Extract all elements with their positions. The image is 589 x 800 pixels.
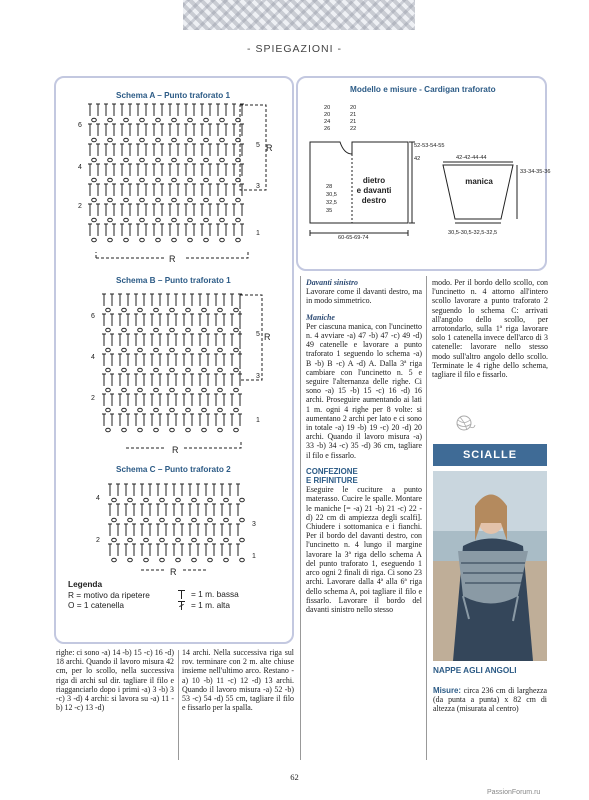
body-text: Per ciascuna manica, con l'uncinetto n. 4 avviare -a) 47 -b) 47 -c) 49 -d) 49 catenelle e lavorare a punto traforato 1 seguendo lo schema -a) B -b) B -c) A -d) A. Dalla 3ª riga cambiare con l'uncinetto n. 5 e seguire l'alternanza delle righe. Ci sono -a) 15 -b) 15 -c) 16 -d) 16 archi. Proseguire aumentando ai lati 1 m. ogni 4 righe per 8 volte: si aumentano 2 archi per lato e ci sono in totale -a) 19 -b) 19 -c) 20 -d) 20 archi. Quando il lavoro misura -a) 33 -b) 34 -c) 35 -d) 36 cm, tagliare il filo e fissarlo. bbox=[306, 321, 422, 460]
legend-repeat: R = motivo da ripetere bbox=[68, 589, 150, 600]
sleeve-label: manica bbox=[465, 177, 493, 186]
confezione-heading: E RIFINITURE bbox=[306, 476, 358, 486]
body-text: 14 archi. Nella successiva riga sul rov. terminare con 2 m. alte chiuse insieme nell'ultimo arco. Restano -a) 10 -b) 11 -c) 12 -d) 13 archi. Quando il lavoro misura -a) 52 -b) 53 -c) 54 -d) 55 cm, tagliare il filo e fissarlo per la spalla. bbox=[182, 648, 294, 713]
text-column-2 bbox=[182, 648, 294, 712]
maniche-heading: Maniche bbox=[306, 312, 335, 322]
page-number: 62 bbox=[290, 772, 299, 782]
scialle-banner: SCIALLE bbox=[433, 444, 547, 466]
svg-text:20: 20 bbox=[324, 105, 331, 111]
body-text: righe: ci sono -a) 14 -b) 15 -c) 16 -d) 18 archi. Quando il lavoro misura 42 cm, per lo scollo, nella successiva riga di archi sul dir. tagliare il filo e riagganciarlo dopo i primi -a) 3 -b) 3 -c) 3 -d) 4 archi: si lavora su -a) 11 -b) 12 -c) 13 -d) bbox=[56, 648, 174, 713]
body-text: Eseguire le cuciture a punto materasso. Cucire le spalle. Montare le maniche [= -a) 21 -b) 21 -c) 22 -d) 22 cm di ampiezza degli scalfi]. Chiudere i sottomanica e i fianchi. Per il bordo del davanti destro, con l'uncinetto n. 4 lungo il margine lavorare la 3ª riga dello schema A del punto traforato 1, eseguendo 1 arco ogni 2 finali di riga. Ci sono 23 archi. Lavorare dalla 4ª alla 6ª riga dello schema A, poi tagliare il filo e fissarlo. Lavorare il bordo del davanti sinistro nello stesso bbox=[306, 485, 422, 614]
body-label: destro bbox=[361, 196, 387, 205]
row-label: 3 bbox=[256, 183, 260, 190]
svg-text:20: 20 bbox=[324, 112, 331, 118]
body-label: dietro bbox=[362, 176, 386, 185]
svg-text:60-65-69-74: 60-65-69-74 bbox=[338, 235, 369, 241]
repeat-mark: R bbox=[172, 445, 179, 455]
svg-text:42-42-44-44: 42-42-44-44 bbox=[456, 155, 487, 161]
davanti-heading: Davanti sinistro bbox=[306, 278, 358, 287]
svg-text:30,5: 30,5 bbox=[326, 192, 337, 198]
svg-text:32,5: 32,5 bbox=[326, 200, 337, 206]
yarn-ball-icon bbox=[452, 412, 476, 432]
svg-text:42: 42 bbox=[414, 156, 421, 162]
scheme-c-title: Schema C – Punto traforato 2 bbox=[116, 465, 231, 474]
svg-text:24: 24 bbox=[324, 119, 331, 125]
row-label: 3 bbox=[252, 521, 256, 528]
scheme-b-chart bbox=[66, 290, 286, 460]
column-divider bbox=[426, 276, 427, 760]
measurement-diagram bbox=[298, 96, 551, 268]
body-text: Lavorare come il davanti destro, ma in modo simmetrico. bbox=[306, 287, 422, 306]
row-label: 1 bbox=[256, 230, 260, 237]
column-divider bbox=[300, 276, 301, 760]
column-divider bbox=[178, 650, 179, 760]
text-column-1 bbox=[56, 648, 174, 712]
legend-stitches bbox=[181, 589, 239, 610]
diagram-title: Modello e misure - Cardigan traforato bbox=[350, 85, 496, 94]
repeat-mark: R bbox=[170, 567, 177, 577]
body-text: modo. Per il bordo dello scollo, con l'uncinetto n. 4 attorno all'intero scollo lavorare a punto traforato 2 seguendo lo schema C: arrivati all'angolo dello scollo, per arrotondarlo, sulla 1ª riga lavorare solo 1 catenella invece dell'arco di 3 catenelle: lavorare nello stesso modo sull'altro angolo dello scollo. Terminate le 4 righe dello schema, tagliare il filo e fissarlo. bbox=[432, 278, 548, 380]
top-photo-strip bbox=[183, 0, 415, 30]
row-label: 1 bbox=[252, 553, 256, 560]
row-label: 2 bbox=[96, 537, 100, 544]
svg-text:21: 21 bbox=[350, 112, 357, 118]
row-label: 3 bbox=[256, 373, 260, 380]
row-label: 2 bbox=[91, 395, 95, 402]
row-label: 6 bbox=[78, 122, 82, 129]
legend-title: Legenda bbox=[68, 579, 103, 589]
text-column-3 bbox=[306, 278, 422, 614]
shawl-photo bbox=[433, 471, 547, 661]
body-label: e davanti bbox=[356, 186, 392, 195]
misure-block bbox=[433, 686, 547, 714]
misure-label: Misure: bbox=[433, 686, 462, 695]
svg-text:52-53-54-55: 52-53-54-55 bbox=[414, 143, 445, 149]
text-column-4 bbox=[432, 278, 548, 379]
svg-text:30,5-30,5-32,5-32,5: 30,5-30,5-32,5-32,5 bbox=[448, 230, 498, 236]
row-label: 2 bbox=[78, 203, 82, 210]
row-label: 4 bbox=[91, 354, 95, 361]
site-credit: PassionForum.ru bbox=[487, 789, 541, 796]
row-label: 1 bbox=[256, 417, 260, 424]
scheme-a-title: Schema A – Punto traforato 1 bbox=[116, 91, 231, 100]
legend-chain: O = 1 catenella bbox=[68, 600, 125, 610]
nappe-caption: NAPPE AGLI ANGOLI bbox=[433, 666, 517, 675]
section-header: - SPIEGAZIONI - bbox=[247, 43, 342, 55]
svg-text:33-34-35-36: 33-34-35-36 bbox=[520, 169, 551, 175]
row-label: 5 bbox=[256, 331, 260, 338]
confezione-heading: CONFEZIONE bbox=[306, 466, 358, 476]
scheme-a-chart bbox=[66, 100, 286, 270]
row-label: 4 bbox=[78, 164, 82, 171]
svg-text:26: 26 bbox=[324, 126, 331, 132]
misure-text: circa 236 cm di larghezza (da punta a punta) x 82 cm di altezza (misurata al centro) bbox=[433, 686, 547, 714]
scheme-c-chart bbox=[66, 478, 286, 578]
repeat-mark: R bbox=[264, 332, 271, 342]
repeat-mark: R bbox=[266, 143, 273, 153]
svg-text:22: 22 bbox=[350, 126, 357, 132]
svg-text:35: 35 bbox=[326, 208, 333, 214]
row-label: 5 bbox=[256, 142, 260, 149]
legend-dc: = 1 m. alta bbox=[191, 599, 230, 610]
row-label: 6 bbox=[91, 313, 95, 320]
legend bbox=[68, 579, 150, 611]
svg-text:20: 20 bbox=[350, 105, 357, 111]
row-label: 4 bbox=[96, 495, 100, 502]
svg-text:28: 28 bbox=[326, 184, 333, 190]
legend-sc: = 1 m. bassa bbox=[191, 589, 239, 599]
scheme-b-title: Schema B – Punto traforato 1 bbox=[116, 276, 231, 285]
repeat-mark: R bbox=[169, 254, 176, 264]
svg-text:21: 21 bbox=[350, 119, 357, 125]
